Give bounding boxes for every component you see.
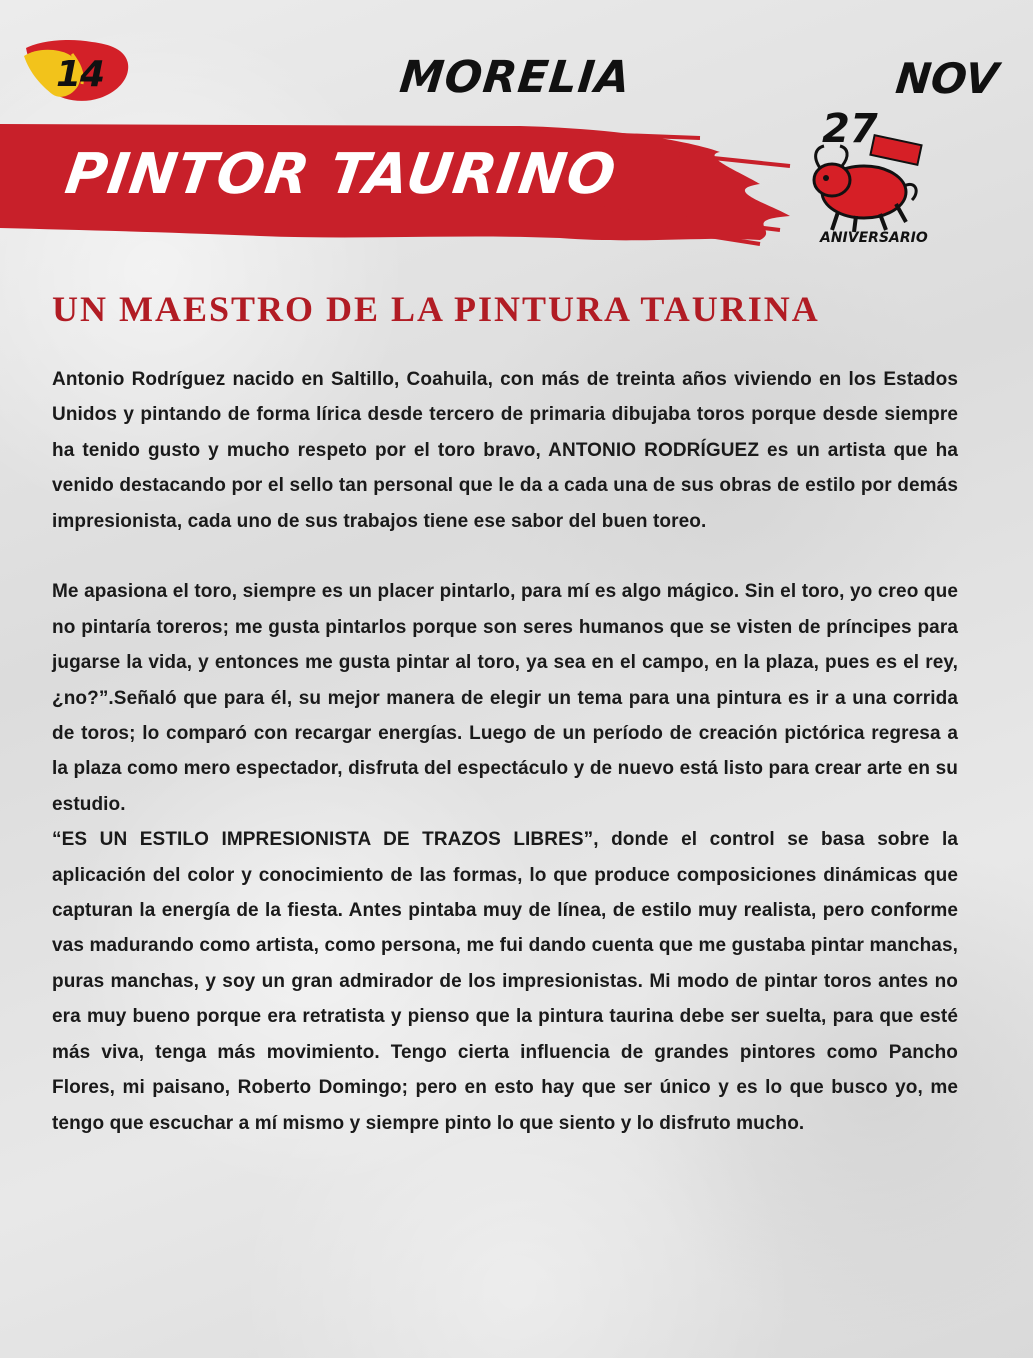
article-heading: UN MAESTRO DE LA PINTURA TAURINA bbox=[52, 289, 820, 329]
anniversary-logo bbox=[802, 104, 932, 254]
section-title: PINTOR TAURINO bbox=[61, 142, 621, 207]
paragraph-1 bbox=[52, 362, 958, 539]
paragraph-spacer bbox=[52, 539, 958, 574]
month-label: NOV bbox=[893, 54, 1001, 103]
anniversary-word: ANIVERSARIO bbox=[820, 230, 928, 246]
city-label: MORELIA bbox=[397, 52, 634, 103]
article-body bbox=[52, 362, 958, 1141]
paragraph-1-intro: Antonio Rodríguez nacido en Saltillo, Coahuila, con más de treinta años viviendo en los Estados Unidos y pintando de forma lírica desde tercero de primaria dibujaba toros porque desde siempre ha tenido gusto y mucho respeto por el toro bravo, bbox=[52, 369, 958, 461]
paragraph-2: Me apasiona el toro, siempre es un placer pintarlo, para mí es algo mágico. Sin el toro, yo creo que no pintaría toreros; me gusta pintarlos porque son seres humanos que se visten de príncipes para jugarse la vida, y entonces me gusta pintar al toro, ya sea en el campo, en la plaza, pues es el rey, ¿no?”.Señaló que para él, su mejor manera de elegir un tema para una pintura es ir a una corrida de toros; lo comparó con recargar energías. Luego de un período de creación pictórica regresa a la plaza como mero espectador, disfruta del espectáculo y de nuevo está listo para crear arte en su estudio. bbox=[52, 581, 958, 815]
paragraph-3: “ES UN ESTILO IMPRESIONISTA DE TRAZOS LIBRES”, donde el control se basa sobre la aplicación del color y conocimiento de las formas, lo que produce composiciones dinámicas que capturan la energía de la fiesta. Antes pintaba muy de línea, de estilo muy realista, pero conforme vas madurando como artista, como persona, me fui dando cuenta que me gustaba pintar manchas, puras manchas, y soy un gran admirador de los impresionistas. Mi modo de pintar toros antes no era muy bueno porque era retratista y pienso que la pintura taurina debe ser suelta, para que esté más viva, tenga más movimiento. Tengo cierta influencia de grandes pintores como Pancho Flores, mi paisano, Roberto Domingo; pero en esto hay que ser único y es lo que busco yo, me tengo que escuchar a mí mismo y siempre pinto lo que siento y lo disfruto mucho. bbox=[52, 829, 958, 1134]
artist-name-bold: ANTONIO RODRÍGUEZ bbox=[548, 439, 760, 461]
paragraph-1-rest: es un artista que ha venido destacando por el sello tan personal que le da a cada una de sus obras de estilo por demás impresionista, cada uno de sus trabajos tiene ese sabor del buen toreo. bbox=[52, 439, 958, 532]
page-number: 14 bbox=[56, 54, 105, 95]
anniversary-number: 27 bbox=[822, 106, 878, 152]
page-number-badge bbox=[22, 34, 132, 106]
